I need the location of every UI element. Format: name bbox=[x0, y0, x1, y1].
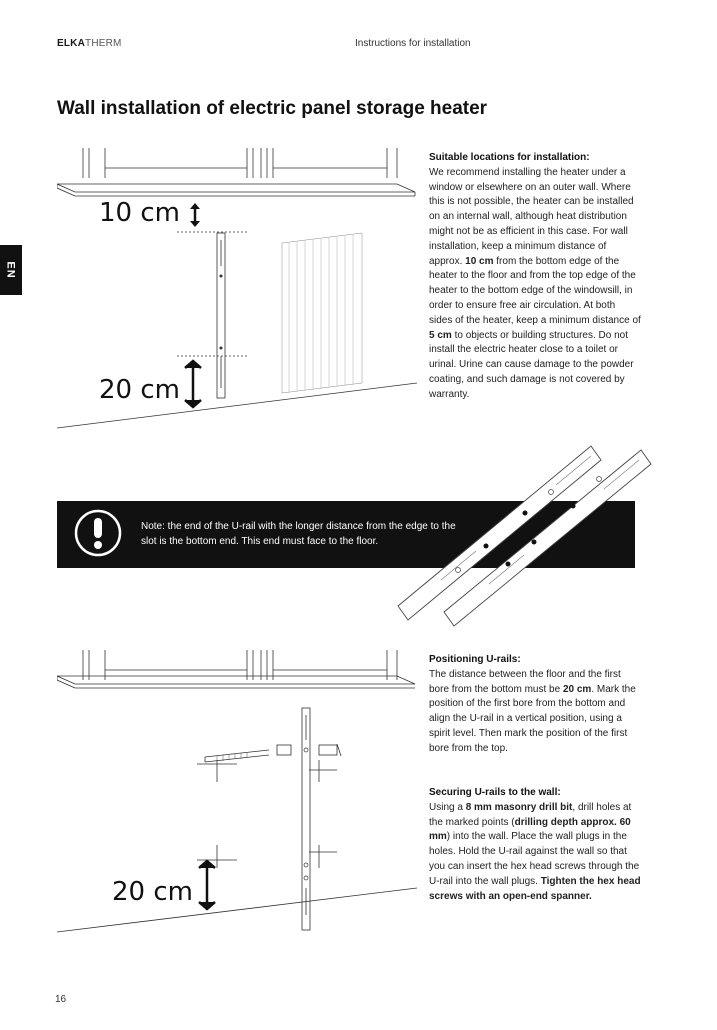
dimension-label-20cm: 20 cm bbox=[99, 375, 180, 405]
securing-bold-1: 8 mm masonry drill bit bbox=[465, 801, 573, 813]
brand-logo bbox=[57, 38, 122, 49]
suitable-text-1: We recommend installing the heater under a window or elsewhere on an outer wall. Where this is not possible, the heater can be installed on an internal wall, although heat distribution might not be as efficient in this case. For wall installation, keep a minimum distance of approx. bbox=[429, 166, 634, 267]
securing-text-1: Using a bbox=[429, 801, 466, 813]
positioning-section bbox=[429, 653, 641, 757]
positioning-body bbox=[429, 668, 641, 757]
securing-bold-3: Tighten the hex head screws with an open-end spanner. bbox=[429, 875, 641, 902]
positioning-text-2: . Mark the position of the first bore from the bottom and align the U-rail in a vertical position, using a spirit level. Then mark the position of the first bore from the top. bbox=[429, 683, 636, 754]
note-text: Note: the end of the U-rail with the longer distance from the edge to the slot is the bottom end. This end must face to the floor. bbox=[141, 521, 456, 547]
language-tab bbox=[0, 245, 22, 295]
u-rail-illustration bbox=[396, 438, 656, 628]
securing-text-2: , drill holes at the marked points ( bbox=[429, 801, 632, 828]
page-title: Wall installation of electric panel storage heater bbox=[57, 98, 488, 119]
suitable-text-2: from the bottom edge of the heater to the floor and from the top edge of the heater to the bottom edge of the windowsill, in order to ensure free air circulation. At both sides of the heater, keep a minimum distance of bbox=[429, 255, 641, 326]
securing-bold-2: drilling depth approx. 60 mm bbox=[429, 816, 631, 843]
suitable-bold-1: 10 cm bbox=[465, 255, 494, 267]
u-rail-mounting-figure bbox=[57, 650, 417, 935]
brand-light: THERM bbox=[85, 38, 122, 49]
positioning-text-1: The distance between the floor and the first bore from the bottom must be bbox=[429, 668, 621, 695]
suitable-heading: Suitable locations for installation: bbox=[429, 152, 590, 163]
dimension-label-20cm-bottom: 20 cm bbox=[112, 877, 193, 907]
securing-section bbox=[429, 786, 641, 904]
page-number: 16 bbox=[55, 994, 67, 1005]
suitable-locations-section bbox=[429, 151, 641, 403]
positioning-heading: Positioning U-rails: bbox=[429, 654, 521, 665]
heater-installation-figure bbox=[57, 148, 417, 433]
suitable-text-3: to objects or building structures. Do not install the electric heater close to a toilet or urinal. Urine can cause damage to the powder coating, and such damage is not covered by warranty. bbox=[429, 329, 634, 400]
dimension-label-10cm: 10 cm bbox=[99, 198, 180, 228]
suitable-body bbox=[429, 166, 641, 403]
exclamation-icon bbox=[73, 508, 123, 558]
securing-text-3: ) into the wall. Place the wall plugs in the holes. Hold the U-rail against the wall so that you can insert the hex head screws through the U-rail into the wall plugs. bbox=[429, 831, 640, 887]
language-label: EN bbox=[5, 261, 17, 279]
securing-body bbox=[429, 801, 641, 905]
brand-bold: ELKA bbox=[57, 38, 86, 49]
suitable-bold-2: 5 cm bbox=[429, 329, 452, 341]
header-title: Instructions for installation bbox=[355, 38, 471, 49]
securing-heading: Securing U-rails to the wall: bbox=[429, 787, 561, 798]
positioning-bold-1: 20 cm bbox=[562, 683, 592, 695]
